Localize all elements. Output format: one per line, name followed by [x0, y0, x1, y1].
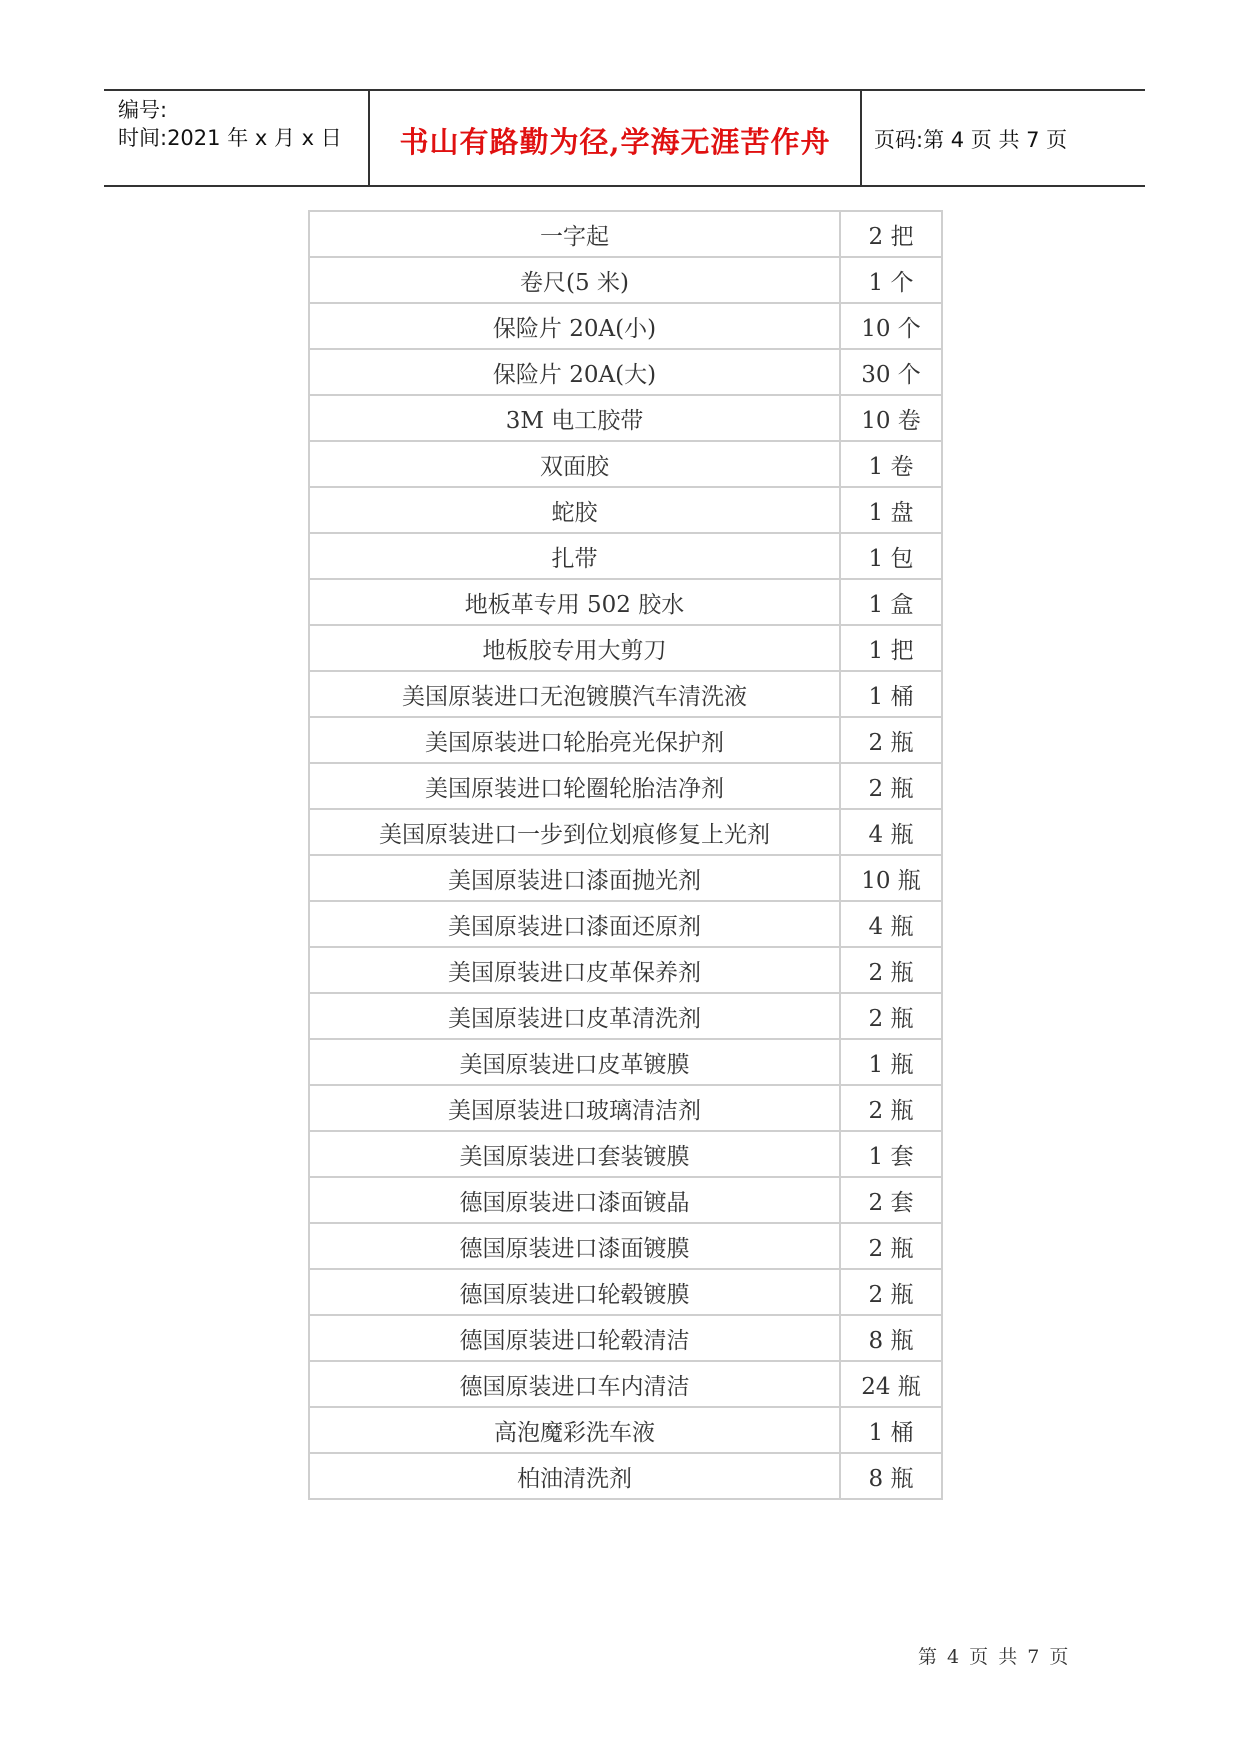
item-name-cell: 美国原装进口无泡镀膜汽车清洗液: [309, 671, 840, 717]
table-row: [309, 1131, 942, 1177]
table-row: [309, 257, 942, 303]
item-quantity-cell: 1 盘: [840, 487, 942, 533]
item-name-cell: 保险片 20A(小): [309, 303, 840, 349]
table-row: [309, 579, 942, 625]
item-name-cell: 美国原装进口玻璃清洁剂: [309, 1085, 840, 1131]
header-motto-cell: [368, 91, 862, 185]
item-quantity-cell: 2 瓶: [840, 1269, 942, 1315]
item-name-cell: 一字起: [309, 211, 840, 257]
table-row: [309, 1361, 942, 1407]
item-name-cell: 德国原装进口轮毂清洁: [309, 1315, 840, 1361]
table-row: [309, 671, 942, 717]
item-quantity-cell: 1 卷: [840, 441, 942, 487]
item-name-cell: 德国原装进口车内清洁: [309, 1361, 840, 1407]
item-quantity-cell: 10 个: [840, 303, 942, 349]
page-header: [104, 89, 1145, 187]
item-name-cell: 双面胶: [309, 441, 840, 487]
table-row: [309, 533, 942, 579]
header-motto: 书山有路勤为径,学海无涯苦作舟: [399, 125, 831, 159]
item-name-cell: 地板革专用 502 胶水: [309, 579, 840, 625]
header-meta: [104, 91, 368, 185]
item-name-cell: 美国原装进口皮革清洗剂: [309, 993, 840, 1039]
table-row: [309, 1177, 942, 1223]
table-row: [309, 211, 942, 257]
table-row: [309, 487, 942, 533]
item-name-cell: 德国原装进口轮毂镀膜: [309, 1269, 840, 1315]
item-quantity-cell: 1 包: [840, 533, 942, 579]
document-number-label: 编号:: [118, 98, 168, 122]
item-quantity-cell: 2 把: [840, 211, 942, 257]
table-row: [309, 1039, 942, 1085]
item-quantity-cell: 2 瓶: [840, 1085, 942, 1131]
item-quantity-cell: 4 瓶: [840, 901, 942, 947]
item-name-cell: 德国原装进口漆面镀晶: [309, 1177, 840, 1223]
header-page-cell: [860, 91, 1145, 185]
item-quantity-cell: 1 桶: [840, 1407, 942, 1453]
item-quantity-cell: 2 瓶: [840, 1223, 942, 1269]
item-quantity-cell: 1 把: [840, 625, 942, 671]
table-row: [309, 993, 942, 1039]
header-page-info: 页码:第 4 页 共 7 页: [874, 128, 1068, 152]
item-quantity-cell: 1 套: [840, 1131, 942, 1177]
table-row: [309, 1453, 942, 1499]
item-quantity-cell: 4 瓶: [840, 809, 942, 855]
item-name-cell: 高泡魔彩洗车液: [309, 1407, 840, 1453]
item-quantity-cell: 8 瓶: [840, 1315, 942, 1361]
item-name-cell: 美国原装进口皮革镀膜: [309, 1039, 840, 1085]
page-footer: 第 4 页 共 7 页: [918, 1646, 1071, 1668]
item-quantity-cell: 2 瓶: [840, 717, 942, 763]
item-quantity-cell: 2 瓶: [840, 947, 942, 993]
table-row: [309, 1223, 942, 1269]
item-quantity-cell: 2 瓶: [840, 993, 942, 1039]
items-table-body: [309, 211, 942, 1499]
item-quantity-cell: 2 瓶: [840, 763, 942, 809]
item-name-cell: 柏油清洗剂: [309, 1453, 840, 1499]
table-row: [309, 855, 942, 901]
item-name-cell: 保险片 20A(大): [309, 349, 840, 395]
item-quantity-cell: 1 个: [840, 257, 942, 303]
item-name-cell: 卷尺(5 米): [309, 257, 840, 303]
item-quantity-cell: 10 瓶: [840, 855, 942, 901]
item-name-cell: 德国原装进口漆面镀膜: [309, 1223, 840, 1269]
table-row: [309, 809, 942, 855]
table-row: [309, 441, 942, 487]
item-name-cell: 美国原装进口轮胎亮光保护剂: [309, 717, 840, 763]
table-row: [309, 1407, 942, 1453]
table-row: [309, 1085, 942, 1131]
table-row: [309, 947, 942, 993]
item-quantity-cell: 24 瓶: [840, 1361, 942, 1407]
item-name-cell: 扎带: [309, 533, 840, 579]
document-time-label: 时间:2021 年 x 月 x 日: [118, 126, 342, 150]
item-quantity-cell: 2 套: [840, 1177, 942, 1223]
table-row: [309, 763, 942, 809]
table-row: [309, 717, 942, 763]
table-row: [309, 1269, 942, 1315]
item-name-cell: 地板胶专用大剪刀: [309, 625, 840, 671]
table-row: [309, 303, 942, 349]
table-row: [309, 1315, 942, 1361]
item-quantity-cell: 1 盒: [840, 579, 942, 625]
item-quantity-cell: 10 卷: [840, 395, 942, 441]
item-quantity-cell: 30 个: [840, 349, 942, 395]
item-name-cell: 美国原装进口套装镀膜: [309, 1131, 840, 1177]
table-row: [309, 901, 942, 947]
item-name-cell: 美国原装进口皮革保养剂: [309, 947, 840, 993]
item-name-cell: 美国原装进口漆面还原剂: [309, 901, 840, 947]
table-row: [309, 395, 942, 441]
table-row: [309, 625, 942, 671]
item-name-cell: 蛇胶: [309, 487, 840, 533]
table-row: [309, 349, 942, 395]
item-quantity-cell: 8 瓶: [840, 1453, 942, 1499]
item-quantity-cell: 1 瓶: [840, 1039, 942, 1085]
item-name-cell: 美国原装进口漆面抛光剂: [309, 855, 840, 901]
item-name-cell: 美国原装进口轮圈轮胎洁净剂: [309, 763, 840, 809]
item-name-cell: 美国原装进口一步到位划痕修复上光剂: [309, 809, 840, 855]
item-quantity-cell: 1 桶: [840, 671, 942, 717]
item-name-cell: 3M 电工胶带: [309, 395, 840, 441]
items-table: [308, 210, 943, 1500]
